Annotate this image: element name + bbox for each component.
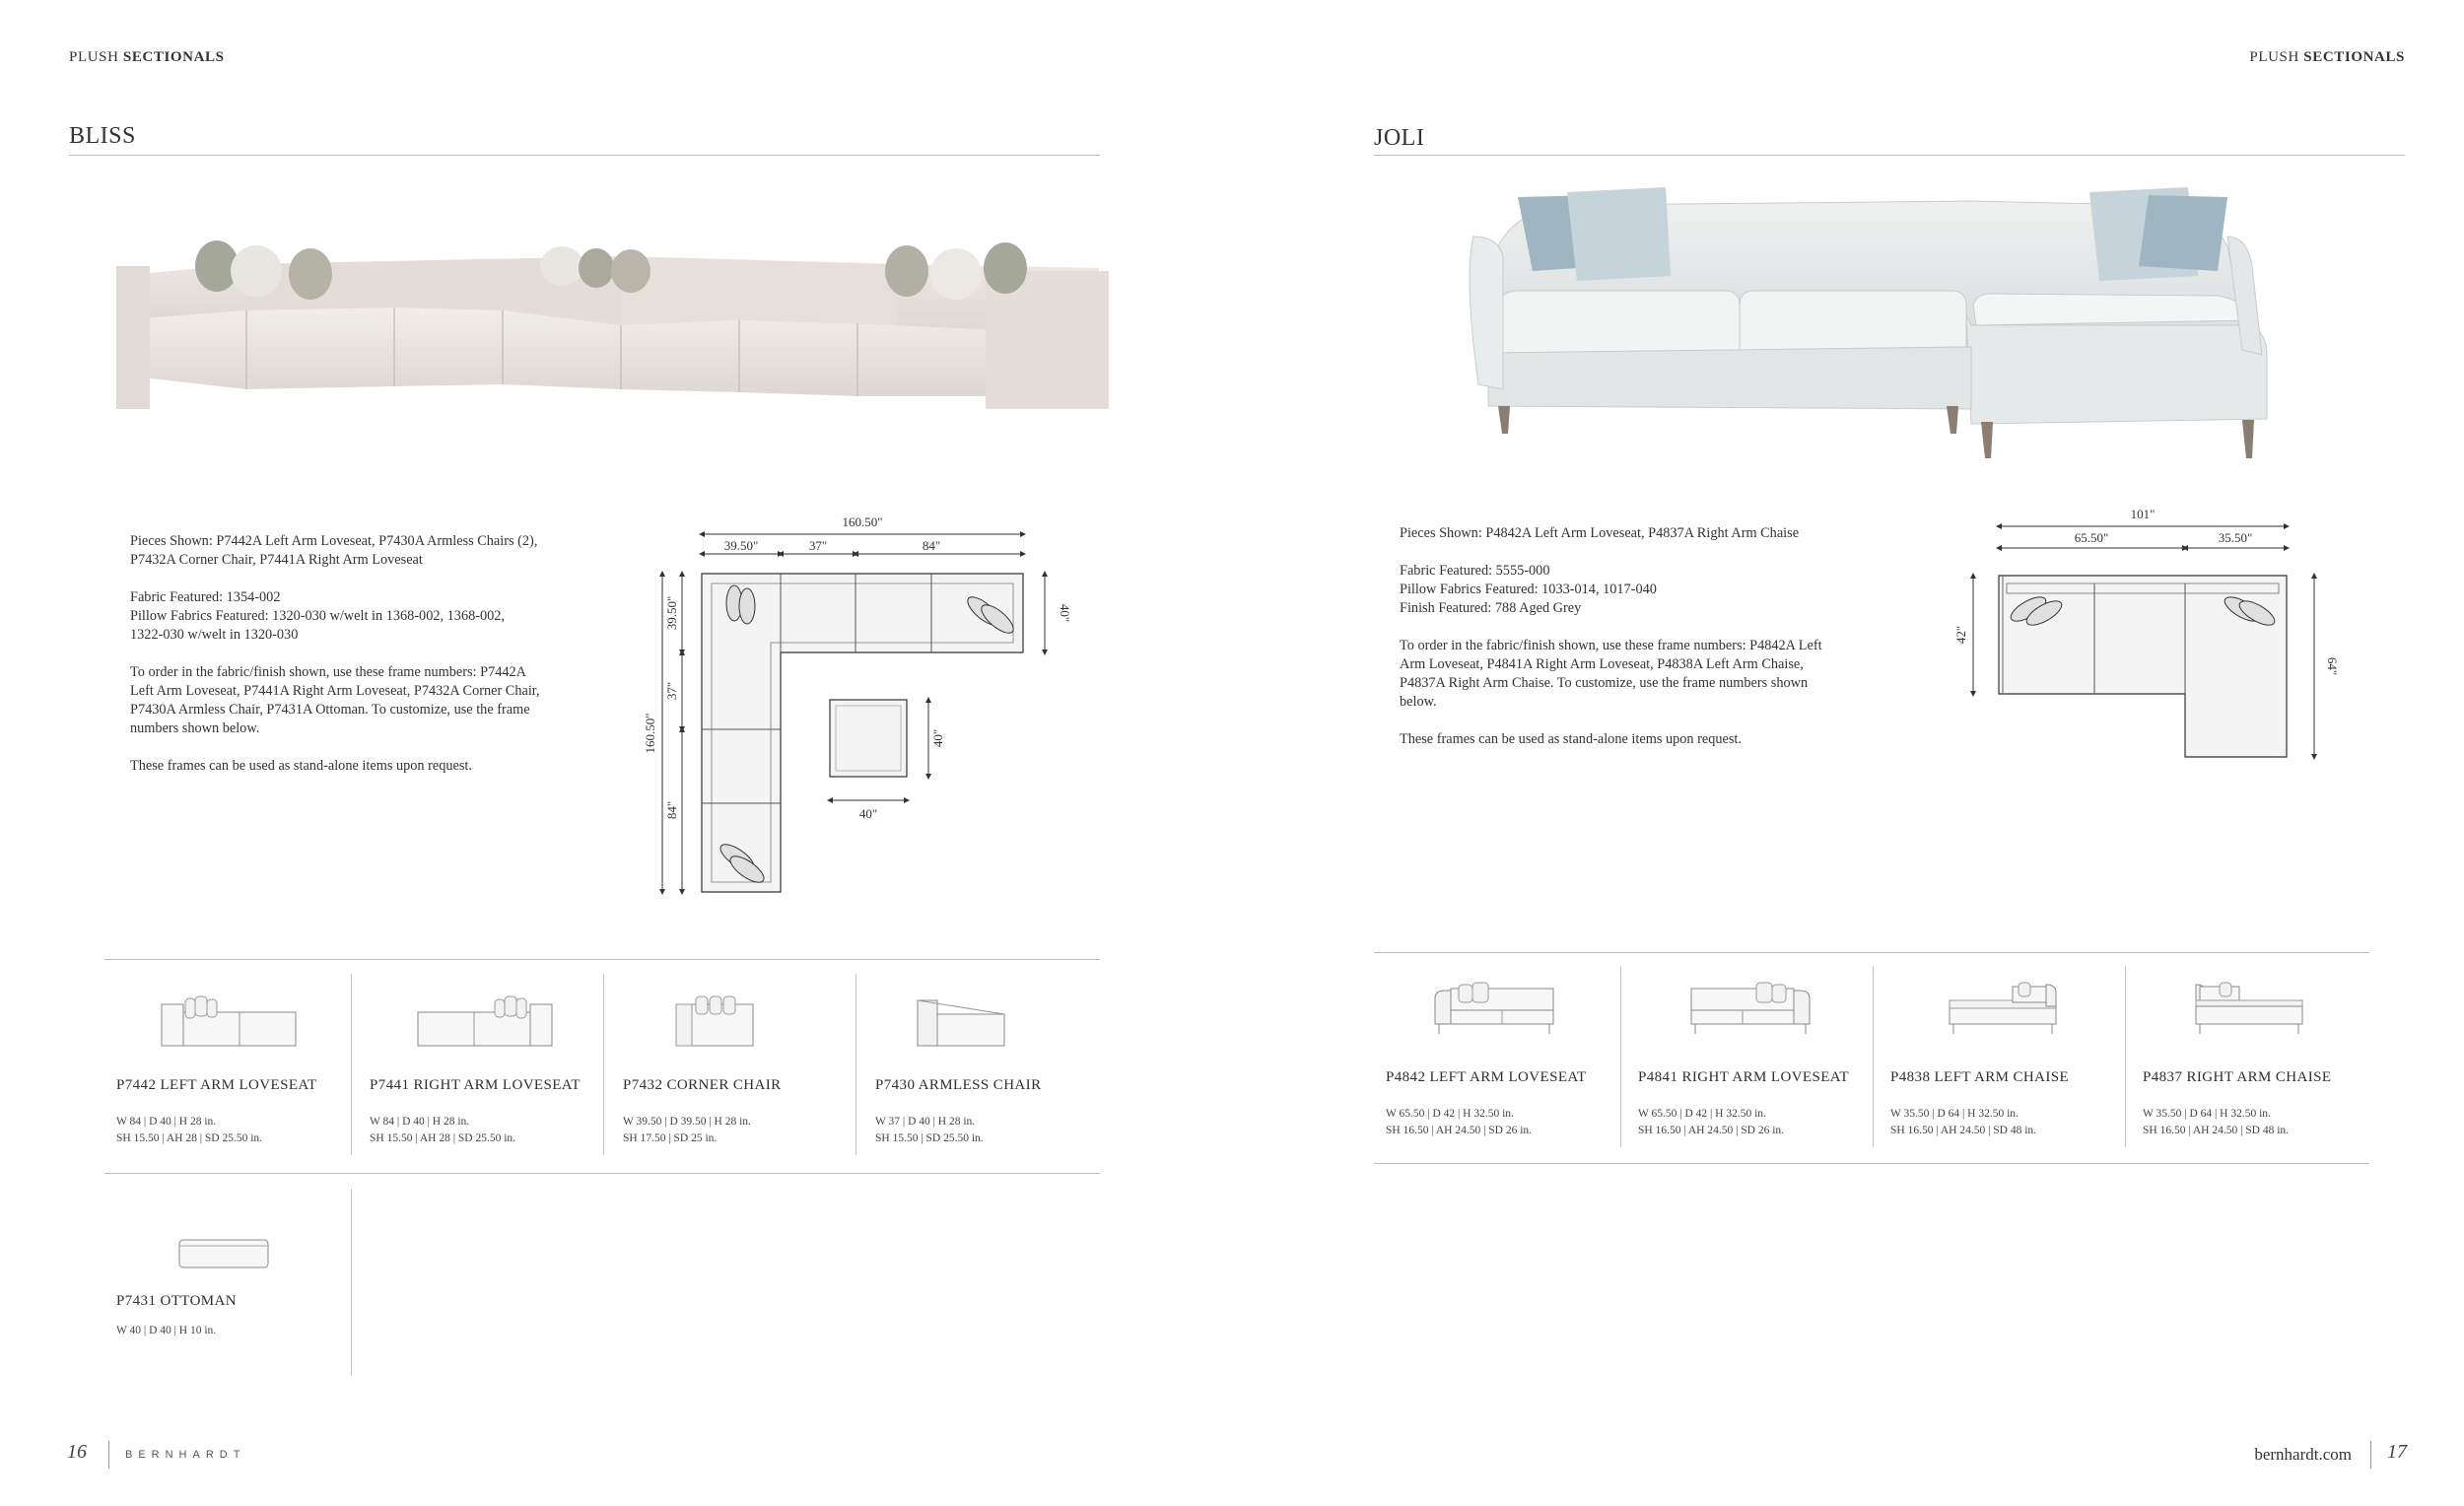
product-dims-line1: W 65.50 | D 42 | H 32.50 in. — [1638, 1108, 1766, 1120]
joli-order-info: To order in the fabric/finish shown, use these frame numbers: P4842A Left Arm Loveseat, P4841A Right Arm Loveseat, P4838A Left Arm Chaise, P4837A Right Arm Chaise. To customize, use the frame numbers shown below. — [1400, 638, 1822, 710]
joli-dim-top-seg2: 35.50" — [2218, 530, 2253, 545]
product-dims-line2: SH 15.50 | AH 28 | SD 25.50 in. — [116, 1131, 263, 1144]
header-prefix: PLUSH — [2249, 49, 2299, 65]
product-name: P4841 RIGHT ARM LOVESEAT — [1638, 1069, 1849, 1085]
joli-dim-right-depth: 64" — [2325, 656, 2340, 676]
joli-dim-left-depth: 42" — [1953, 625, 1968, 645]
product-dims — [2143, 1106, 2289, 1138]
p4842-left-arm-loveseat-icon — [1431, 981, 1559, 1040]
bliss-products-mid-rule — [104, 1173, 1100, 1174]
divider — [351, 974, 352, 1155]
product-dims-line2: SH 16.50 | AH 24.50 | SD 48 in. — [1890, 1124, 2037, 1136]
p7432-corner-chair-icon — [670, 991, 759, 1050]
product-dims-line2: SH 16.50 | AH 24.50 | SD 26 in. — [1386, 1124, 1533, 1136]
bliss-standalone-note: These frames can be used as stand-alone items upon request. — [130, 758, 472, 774]
bliss-dim-ottoman-d: 40" — [930, 728, 945, 748]
p7441-right-arm-loveseat-icon — [414, 991, 557, 1050]
product-dims-line1: W 35.50 | D 64 | H 32.50 in. — [1890, 1108, 2019, 1120]
joli-pieces-shown: Pieces Shown: P4842A Left Arm Loveseat, P4837A Right Arm Chaise — [1400, 525, 1800, 541]
joli-sectional-image — [1459, 187, 2267, 473]
product-dims-line1: W 84 | D 40 | H 28 in. — [116, 1116, 217, 1128]
divider — [2125, 966, 2126, 1147]
brand-logo: BERNHARDT — [125, 1449, 246, 1461]
bliss-description — [130, 532, 643, 794]
bliss-order-info: To order in the fabric/finish shown, use these frame numbers: P7442A Left Arm Loveseat, P7441A Right Arm Loveseat, P7432A Corner Chair, P7430A Armless Chair, P7431A Ottoman. To customize, use the frame numbers shown below. — [130, 664, 540, 736]
bliss-title: BLISS — [69, 123, 136, 149]
header-bold: SECTIONALS — [122, 49, 225, 65]
product-dims-line1: W 39.50 | D 39.50 | H 28 in. — [623, 1116, 751, 1128]
product-dims-line1: W 65.50 | D 42 | H 32.50 in. — [1386, 1108, 1514, 1120]
bliss-dim-right-depth: 40" — [1058, 603, 1072, 623]
joli-standalone-note: These frames can be used as stand-alone items upon request. — [1400, 731, 1742, 747]
joli-title: JOLI — [1374, 125, 1425, 151]
product-dims — [116, 1114, 262, 1146]
p7431-ottoman-icon — [175, 1232, 274, 1273]
joli-dim-top-seg1: 65.50" — [2074, 530, 2109, 545]
bliss-pieces-shown: Pieces Shown: P7442A Left Arm Loveseat, P7430A Armless Chairs (2), P7432A Corner Chair, P7441A Right Arm Loveseat — [130, 533, 538, 568]
product-dims-line1: W 84 | D 40 | H 28 in. — [370, 1116, 470, 1128]
product-dims-line2: SH 16.50 | AH 24.50 | SD 26 in. — [1638, 1124, 1785, 1136]
page-number-left: 16 — [67, 1441, 87, 1463]
bliss-fabric-featured: Fabric Featured: 1354-002 Pillow Fabrics Featured: 1320-030 w/welt in 1368-002, 1368-002, 1322-030 w/welt in 1320-030 — [130, 589, 506, 643]
product-dims — [875, 1114, 984, 1146]
product-dims-line1: W 37 | D 40 | H 28 in. — [875, 1116, 976, 1128]
bliss-dim-ottoman-w: 40" — [858, 806, 878, 821]
joli-floor-plan — [1942, 503, 2340, 769]
website-link[interactable]: bernhardt.com — [2254, 1445, 2352, 1464]
bliss-dim-left-seg1: 39.50" — [664, 595, 679, 631]
product-dims-line2: SH 16.50 | AH 24.50 | SD 48 in. — [2143, 1124, 2290, 1136]
joli-fabric-featured: Fabric Featured: 5555-000 Pillow Fabrics Featured: 1033-014, 1017-040 Finish Featured: 788 Aged Grey — [1400, 563, 1657, 616]
product-name: P4838 LEFT ARM CHAISE — [1890, 1069, 2070, 1085]
bliss-dim-left-total: 160.50" — [643, 713, 657, 754]
product-name: P7442 LEFT ARM LOVESEAT — [116, 1077, 317, 1093]
product-name: P7432 CORNER CHAIR — [623, 1077, 782, 1093]
p7442-left-arm-loveseat-icon — [158, 991, 301, 1050]
bliss-floor-plan — [631, 513, 1084, 907]
product-name: P7431 OTTOMAN — [116, 1293, 238, 1309]
joli-title-rule — [1374, 155, 2405, 156]
divider — [1620, 966, 1621, 1147]
bliss-title-rule — [69, 155, 1100, 156]
product-dims — [1386, 1106, 1532, 1138]
product-dims-line2: SH 17.50 | SD 25 in. — [623, 1131, 718, 1144]
product-dims — [370, 1114, 515, 1146]
joli-description — [1400, 524, 1892, 768]
header-bold: SECTIONALS — [2303, 49, 2405, 65]
bliss-dim-top-seg3: 84" — [922, 538, 941, 553]
p7430-armless-chair-icon — [912, 991, 1010, 1050]
product-dims-line2: SH 15.50 | SD 25.50 in. — [875, 1131, 984, 1144]
bliss-dim-top-total: 160.50" — [842, 514, 883, 529]
p4841-right-arm-loveseat-icon — [1685, 981, 1814, 1040]
product-dims — [623, 1114, 751, 1146]
bliss-dim-left-seg2: 37" — [664, 681, 679, 701]
header-prefix: PLUSH — [69, 49, 119, 65]
joli-products-bottom-rule — [1374, 1163, 2369, 1164]
left-page-header — [69, 49, 225, 66]
page-number-right: 17 — [2387, 1441, 2407, 1463]
bliss-products-top-rule — [104, 959, 1100, 960]
right-page-header — [2249, 49, 2405, 66]
product-dims-line1: W 40 | D 40 | H 10 in. — [116, 1325, 217, 1336]
divider — [603, 974, 604, 1155]
product-name: P4837 RIGHT ARM CHAISE — [2143, 1069, 2332, 1085]
divider — [108, 1441, 109, 1469]
divider — [2370, 1441, 2371, 1469]
bliss-dim-top-seg1: 39.50" — [723, 538, 759, 553]
product-dims-line2: SH 15.50 | AH 28 | SD 25.50 in. — [370, 1131, 516, 1144]
bliss-dim-top-seg2: 37" — [808, 538, 828, 553]
divider — [351, 1189, 352, 1376]
p4838-left-arm-chaise-icon — [1944, 981, 2062, 1040]
p4837-right-arm-chaise-icon — [2190, 981, 2308, 1040]
joli-dim-top-total: 101" — [2130, 507, 2156, 521]
joli-products-top-rule — [1374, 952, 2369, 953]
bliss-sectional-image — [108, 227, 1114, 414]
divider — [1873, 966, 1874, 1147]
product-dims — [1890, 1106, 2036, 1138]
bliss-dim-left-seg3: 84" — [664, 800, 679, 820]
product-dims — [116, 1323, 216, 1339]
product-dims-line1: W 35.50 | D 64 | H 32.50 in. — [2143, 1108, 2271, 1120]
product-name: P7441 RIGHT ARM LOVESEAT — [370, 1077, 581, 1093]
product-dims — [1638, 1106, 1784, 1138]
product-name: P4842 LEFT ARM LOVESEAT — [1386, 1069, 1587, 1085]
product-name: P7430 ARMLESS CHAIR — [875, 1077, 1042, 1093]
